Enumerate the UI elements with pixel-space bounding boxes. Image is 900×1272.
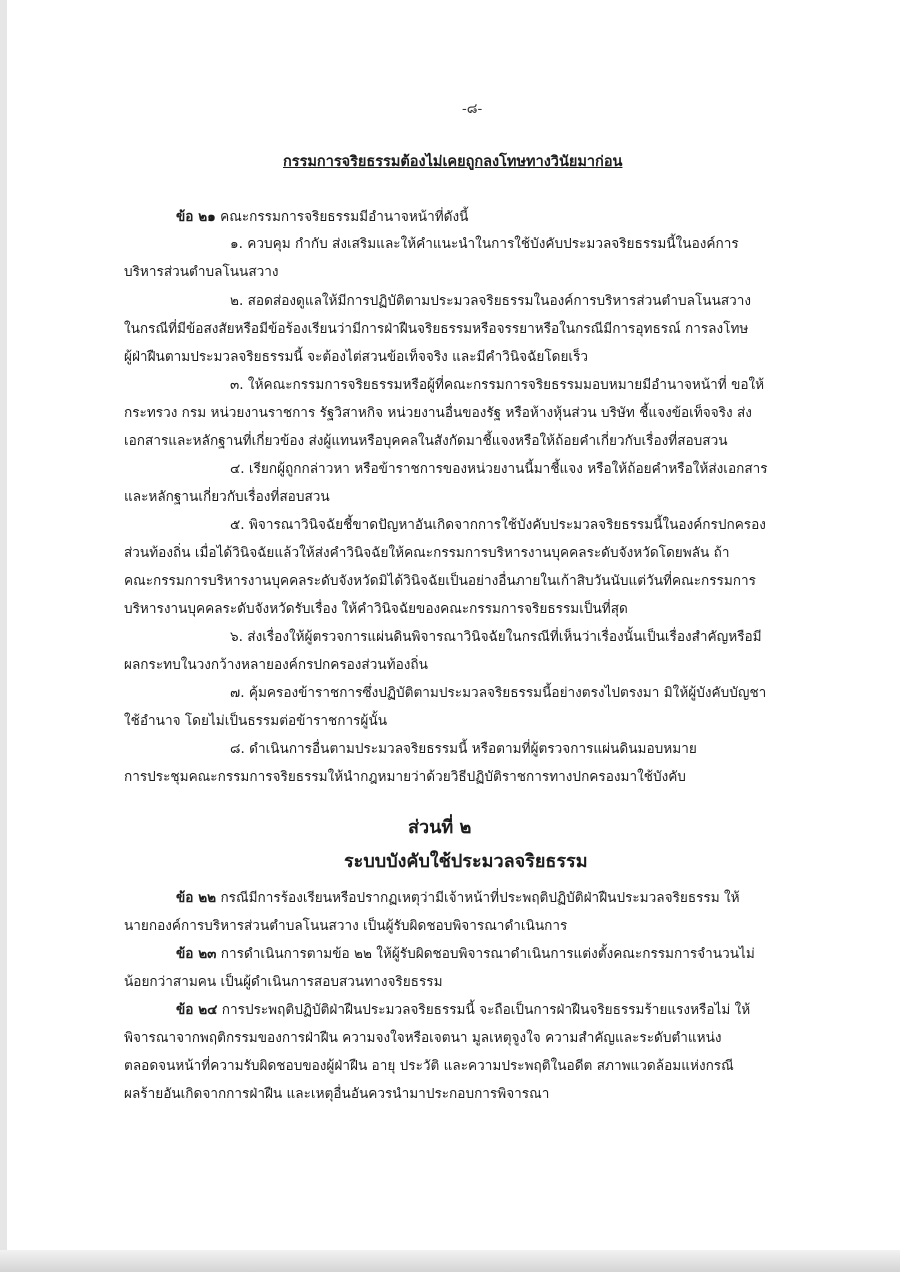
clause-21-line: ๓. ให้คณะกรรมการจริยธรรมหรือผู้ที่คณะกรรมการจริยธรรมมอบหมายมีอำนาจหน้าที่ ขอให้ (230, 377, 765, 393)
clause-21-line: ส่วนท้องถิ่น เมื่อได้วินิจฉัยแล้วให้ส่งคำวินิจฉัยให้คณะกรรมการบริหารงานบุคคลระดับจังหวัดโดยพลัน ถ้า (124, 545, 730, 561)
clause-22-line: นายกองค์การบริหารส่วนตำบลโนนสวาง เป็นผู้รับผิดชอบพิจารณาดำเนินการ (124, 918, 568, 934)
clause-24-line (176, 1000, 750, 1020)
page-number: -๘- (462, 101, 483, 117)
clause-21-line: คณะกรรมการบริหารงานบุคคลระดับจังหวัดมิได้วินิจฉัยเป็นอย่างอื่นภายในเก้าสิบวันนับแต่วันที่คณะกรรมการ (124, 573, 756, 589)
clause-23-line (176, 944, 755, 964)
clause-22-line (176, 888, 740, 908)
clause-21-line: ๒. สอดส่องดูแลให้มีการปฏิบัติตามประมวลจริยธรรมในองค์การบริหารส่วนตำบลโนนสวาง (230, 293, 752, 309)
clause-21-line: บริหารส่วนตำบลโนนสวาง (124, 264, 279, 280)
clause-22-text: กรณีมีการร้องเรียนหรือปรากฏเหตุว่ามีเจ้าหน้าที่ประพฤติปฏิบัติฝ่าฝืนประมวลจริยธรรม ให้ (220, 890, 740, 906)
clause-21-line: ๕. พิจารณาวินิจฉัยชี้ขาดปัญหาอันเกิดจากการใช้บังคับประมวลจริยธรรมนี้ในองค์กรปกครอง (230, 517, 766, 533)
clause-24-line: ผลร้ายอันเกิดจากการฝ่าฝืน และเหตุอื่นอันควรนำมาประกอบการพิจารณา (124, 1086, 550, 1102)
clause-23-text: การดำเนินการตามข้อ ๒๒ ให้ผู้รับผิดชอบพิจารณาดำเนินการแต่งตั้งคณะกรรมการจำนวนไม่ (220, 946, 755, 962)
clause-21-line: กระทรวง กรม หน่วยงานราชการ รัฐวิสาหกิจ หน่วยงานอื่นของรัฐ หรือห้างหุ้นส่วน บริษัท ชี้แจงข้อเท็จจริง ส่ง (124, 405, 752, 421)
clause-21-line: ใช้อำนาจ โดยไม่เป็นธรรมต่อข้าราชการผู้นั้น (124, 713, 387, 729)
clause-24-line: ตลอดจนหน้าที่ความรับผิดชอบของผู้ฝ่าฝืน อายุ ประวัติ และความประพฤติในอดีต สภาพแวดล้อมแห่งกรณี (124, 1058, 734, 1074)
clause-21-line: และหลักฐานเกี่ยวกับเรื่องที่สอบสวน (124, 489, 330, 505)
clause-21-intro (176, 207, 468, 227)
clause-24-line: พิจารณาจากพฤติกรรมของการฝ่าฝืน ความจงใจหรือเจตนา มูลเหตุจูงใจ ความสำคัญและระดับตำแหน่ง (124, 1030, 722, 1046)
clause-21-line: ๔. เรียกผู้ถูกกล่าวหา หรือข้าราชการของหน่วยงานนี้มาชี้แจง หรือให้ถ้อยคำหรือให้ส่งเอกสาร (230, 461, 768, 477)
clause-21-line: บริหารงานบุคคลระดับจังหวัดรับเรื่อง ให้คำวินิจฉัยของคณะกรรมการจริยธรรมเป็นที่สุด (124, 601, 628, 617)
clause-21-line: ผู้ฝ่าฝืนตามประมวลจริยธรรมนี้ จะต้องไต่สวนข้อเท็จจริง และมีคำวินิจฉัยโดยเร็ว (124, 349, 589, 365)
section-2-title: ส่วนที่ ๒ (408, 817, 472, 838)
clause-21-label: ข้อ ๒๑ (176, 209, 216, 225)
clause-22-label: ข้อ ๒๒ (176, 890, 217, 906)
clause-21-line: เอกสารและหลักฐานที่เกี่ยวข้อง ส่งผู้แทนหรือบุคคลในสังกัดมาชี้แจงหรือให้ถ้อยคำเกี่ยวกับเรื่องที่สอบสวน (124, 433, 728, 449)
clause-24-text: การประพฤติปฏิบัติฝ่าฝืนประมวลจริยธรรมนี้ จะถือเป็นการฝ่าฝืนจริยธรรมร้ายแรงหรือไม่ ให้ (221, 1002, 751, 1018)
clause-21-line: ๖. ส่งเรื่องให้ผู้ตรวจการแผ่นดินพิจารณาวินิจฉัยในกรณีที่เห็นว่าเรื่องนั้นเป็นเรื่องสำคัญหรือมี (230, 629, 762, 645)
clause-21-line: ในกรณีที่มีข้อสงสัยหรือมีข้อร้องเรียนว่ามีการฝ่าฝืนจริยธรรมหรือจรรยาหรือในกรณีมีการอุทธรณ์ การลงโทษ (124, 321, 749, 337)
clause-21-intro-text: คณะกรรมการจริยธรรมมีอำนาจหน้าที่ดังนี้ (220, 209, 469, 225)
clause-21-line: ผลกระทบในวงกว้างหลายองค์กรปกครองส่วนท้องถิ่น (124, 657, 428, 673)
clause-21-line: ๑. ควบคุม กำกับ ส่งเสริมและให้คำแนะนำในการใช้บังคับประมวลจริยธรรมนี้ในองค์การ (230, 236, 739, 252)
clause-23-line: น้อยกว่าสามคน เป็นผู้ดำเนินการสอบสวนทางจริยธรรม (124, 974, 443, 990)
clause-21-line: การประชุมคณะกรรมการจริยธรรมให้นำกฎหมายว่าด้วยวิธีปฏิบัติราชการทางปกครองมาใช้บังคับ (124, 769, 686, 785)
clause-24-label: ข้อ ๒๔ (176, 1002, 218, 1018)
clause-23-label: ข้อ ๒๓ (176, 946, 217, 962)
scan-edge-bottom (0, 1250, 900, 1272)
clause-21-line: ๘. ดำเนินการอื่นตามประมวลจริยธรรมนี้ หรือตามที่ผู้ตรวจการแผ่นดินมอบหมาย (230, 741, 697, 757)
section-heading: กรรมการจริยธรรมต้องไม่เคยถูกลงโทษทางวินัยมาก่อน (283, 153, 623, 170)
clause-21-line: ๗. คุ้มครองข้าราชการซึ่งปฏิบัติตามประมวลจริยธรรมนี้อย่างตรงไปตรงมา มิให้ผู้บังคับบัญชา (230, 685, 767, 701)
section-2-subtitle: ระบบบังคับใช้ประมวลจริยธรรม (344, 851, 588, 872)
